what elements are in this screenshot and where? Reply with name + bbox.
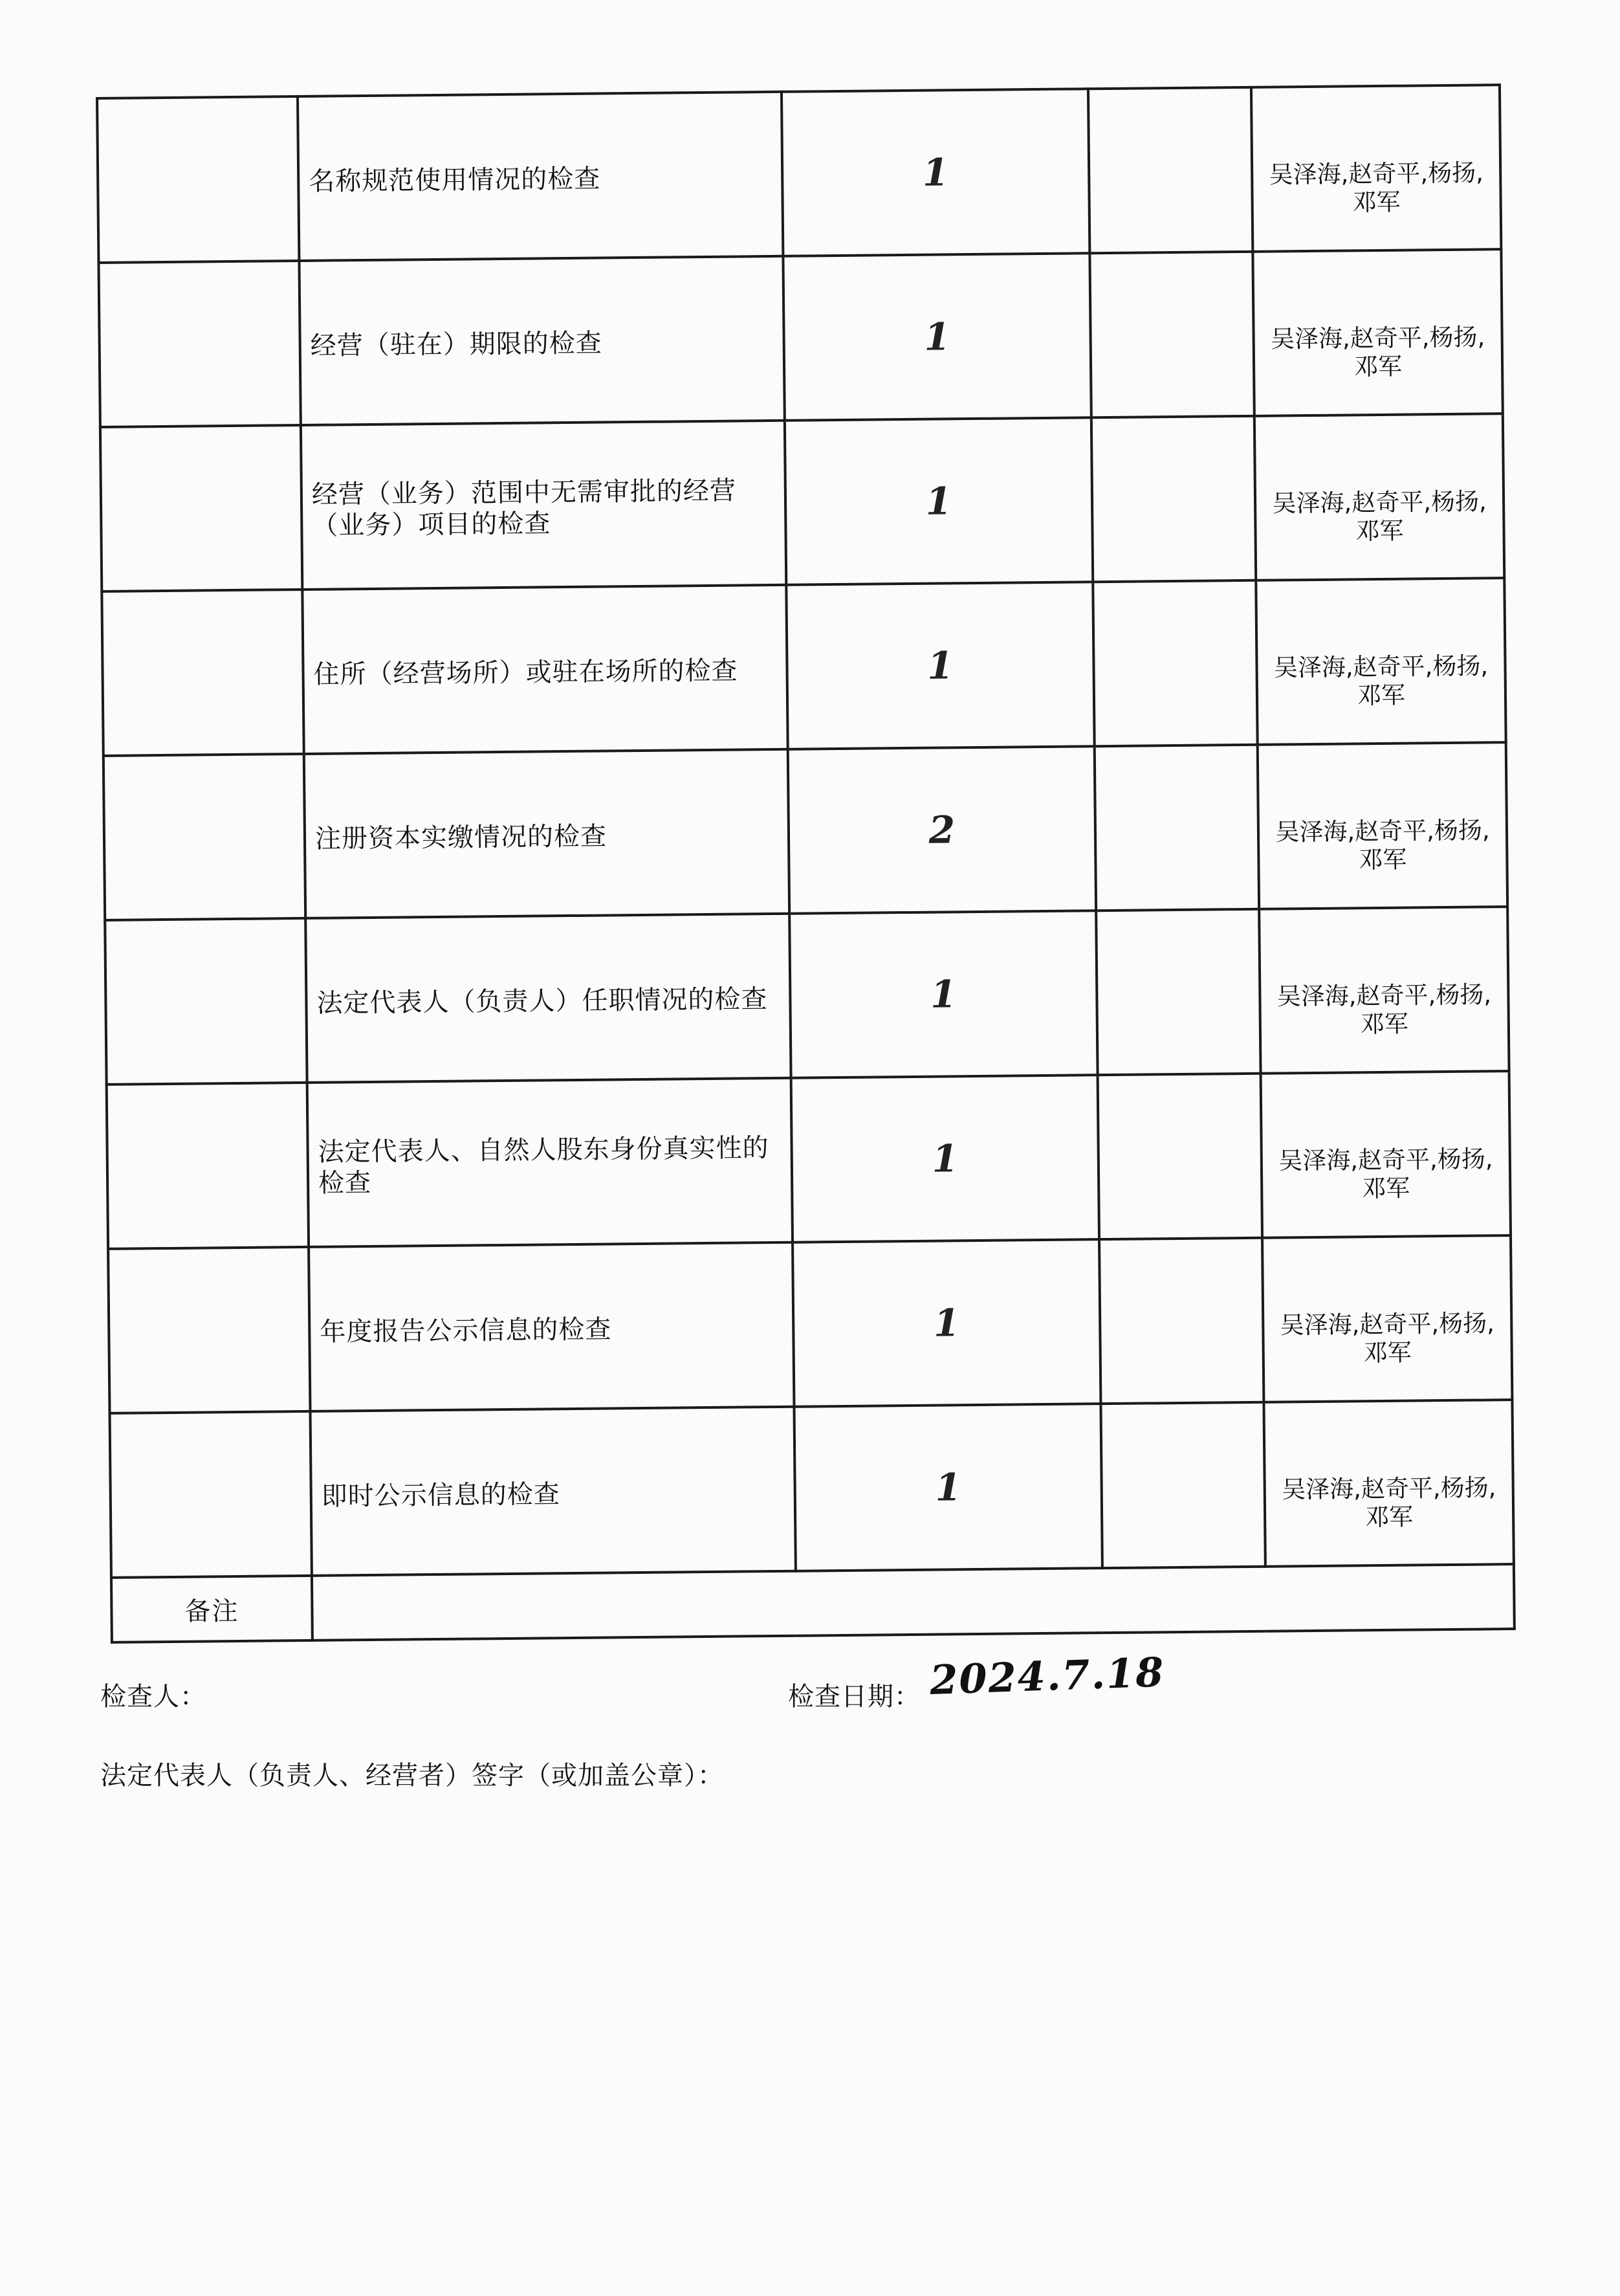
check-item-name: 即时公示信息的检查 xyxy=(311,1407,796,1576)
inspector-names: 吴泽海,赵奇平,杨扬,邓军 xyxy=(1259,907,1509,1074)
table-row xyxy=(108,1235,1512,1413)
table-row xyxy=(104,742,1507,920)
table-row xyxy=(105,907,1509,1085)
row-blank-cell xyxy=(110,1411,312,1578)
remark-value xyxy=(312,1564,1515,1640)
table-row xyxy=(98,249,1502,427)
inspector-names: 吴泽海,赵奇平,杨扬,邓军 xyxy=(1264,1400,1513,1567)
check-result: 1 xyxy=(789,911,1097,1078)
row-blank-cell xyxy=(97,96,299,263)
inspector-names: 吴泽海,赵奇平,杨扬,邓军 xyxy=(1258,742,1507,909)
check-item-name: 住所（经营场所）或驻在场所的检查 xyxy=(302,585,787,754)
check-item-name: 法定代表人（负责人）任职情况的检查 xyxy=(305,914,791,1083)
table-row xyxy=(107,1071,1511,1249)
empty-cell xyxy=(1099,1238,1264,1404)
table-row xyxy=(110,1400,1514,1578)
inspector-names: 吴泽海,赵奇平,杨扬,邓军 xyxy=(1261,1071,1511,1238)
check-result: 1 xyxy=(782,89,1089,256)
inspection-table xyxy=(96,83,1516,1644)
inspector-names: 吴泽海,赵奇平,杨扬,邓军 xyxy=(1251,85,1501,252)
row-blank-cell xyxy=(105,918,307,1085)
inspection-date-value: 2024.7.18 xyxy=(929,1648,1166,1704)
table-row xyxy=(97,85,1501,263)
table-row xyxy=(102,578,1505,756)
empty-cell xyxy=(1100,1402,1265,1568)
remark-row xyxy=(111,1564,1515,1642)
empty-cell xyxy=(1098,1074,1262,1239)
check-result: 1 xyxy=(793,1239,1100,1407)
row-blank-cell xyxy=(100,425,302,591)
row-blank-cell xyxy=(107,1083,309,1249)
check-result: 2 xyxy=(788,746,1096,914)
check-result: 1 xyxy=(794,1404,1102,1571)
empty-cell xyxy=(1088,87,1253,253)
check-item-name: 经营（驻在）期限的检查 xyxy=(299,256,784,425)
check-item-name: 注册资本实缴情况的检查 xyxy=(304,749,789,918)
inspector-names: 吴泽海,赵奇平,杨扬,邓军 xyxy=(1253,249,1502,416)
remark-label: 备注 xyxy=(111,1576,312,1642)
check-item-name: 经营（业务）范围中无需审批的经营（业务）项目的检查 xyxy=(301,421,786,590)
check-item-name: 名称规范使用情况的检查 xyxy=(298,92,783,261)
inspection-table-wrapper xyxy=(96,83,1513,1644)
row-blank-cell xyxy=(98,261,300,427)
check-result: 1 xyxy=(785,417,1093,585)
row-blank-cell xyxy=(102,590,303,756)
empty-cell xyxy=(1091,416,1256,582)
row-blank-cell xyxy=(104,754,305,920)
inspector-label: 检查人： xyxy=(100,1682,206,1712)
inspector-names: 吴泽海,赵奇平,杨扬,邓军 xyxy=(1262,1235,1512,1402)
empty-cell xyxy=(1096,909,1260,1075)
check-result: 1 xyxy=(783,253,1091,421)
empty-cell xyxy=(1093,580,1257,746)
check-result: 1 xyxy=(786,582,1094,749)
check-item-name: 法定代表人、自然人股东身份真实性的检查 xyxy=(307,1078,793,1247)
check-item-name: 年度报告公示信息的检查 xyxy=(309,1242,794,1411)
signature-label: 法定代表人（负责人、经营者）签字（或加盖公章）： xyxy=(100,1761,724,1791)
inspector-names: 吴泽海,赵奇平,杨扬,邓军 xyxy=(1256,578,1505,745)
empty-cell xyxy=(1089,252,1254,417)
check-result: 1 xyxy=(791,1075,1099,1242)
empty-cell xyxy=(1095,745,1259,911)
table-row xyxy=(100,414,1504,591)
inspector-names: 吴泽海,赵奇平,杨扬,邓军 xyxy=(1254,414,1504,580)
row-blank-cell xyxy=(108,1247,310,1413)
inspection-date-label: 检查日期： xyxy=(788,1682,921,1712)
